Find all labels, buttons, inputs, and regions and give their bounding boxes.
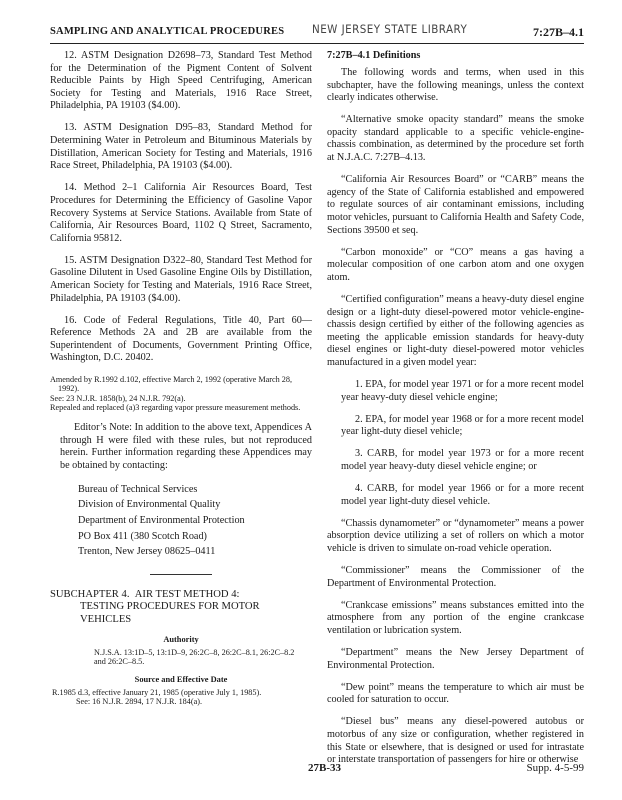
definition: “Carbon monoxide” or “CO” means a gas having a molecular composition of one carbon atom and one oxygen atom. xyxy=(327,246,584,283)
reference-item-16: 16. Code of Federal Regulations, Title 40, Part 60—Reference Methods 2A and 2B are available from the Superintendent of Documents, Government Printing Office, Washington, D.C. 20402. xyxy=(50,314,312,364)
right-column xyxy=(327,50,584,776)
editors-note: Editor’s Note: In addition to the above text, Appendices A through H were filed with these rules, but not reproduced herein. Further information regarding these Appendices may be obtained by contacting: xyxy=(60,421,312,471)
contact-address xyxy=(78,482,312,560)
address-line: Division of Environmental Quality xyxy=(78,499,221,511)
list-item: 1. EPA, for model year 1971 or for a more recent model year heavy-duty diesel vehicle engine; xyxy=(341,378,584,403)
library-stamp: NEW JERSEY STATE LIBRARY xyxy=(312,22,468,36)
definition: “Diesel bus” means any diesel-powered autobus or motorbus of any size or configuration, whether registered in this State or elsewhere, that is designed or used for intrastate or interstate transportation of passengers for hire or otherwise xyxy=(327,716,584,766)
amendment-line: Amended by R.1992 d.102, effective March 2, 1992 (operative March 28, 1992). xyxy=(50,374,292,394)
left-column xyxy=(50,50,312,707)
definition: “Commissioner” means the Commissioner of the Department of Environmental Protection. xyxy=(327,565,584,589)
amendment-history xyxy=(50,375,312,413)
authority-heading: Authority xyxy=(163,634,199,644)
definition: “Certified configuration” means a heavy-duty diesel engine design or a light-duty diesel-powered motor vehicle-engine-chassis design certified by either of the following agencies as meeting the applicable emission standards for heavy-duty diesel engines or light-duty diesel-powered motor vehicles manufactured in a given model year: xyxy=(327,293,584,368)
section-divider xyxy=(150,574,212,575)
definition: “Department” means the New Jersey Department of Environmental Protection. xyxy=(327,646,584,671)
subchapter-heading xyxy=(50,589,312,627)
source-text: R.1985 d.3, effective January 21, 1985 (operative July 1, 1985). xyxy=(52,687,262,697)
definition: “California Air Resources Board” or “CARB” means the agency of the State of California established and empowered to regulate sources of air contaminant emissions, including motor vehicles, pursuant to California Health and Safety Code, Sections 39500 et seq. xyxy=(327,174,584,236)
list-item: 4. CARB, for model year 1966 or for a more recent model year light-duty diesel vehicle. xyxy=(341,483,584,507)
header-chapter-title: SAMPLING AND ANALYTICAL PROCEDURES xyxy=(50,26,285,37)
address-line: Trenton, New Jersey 08625–0411 xyxy=(78,546,216,558)
header-rule xyxy=(50,43,584,44)
reference-item-15: 15. ASTM Designation D322–80, Standard Test Method for Gasoline Dilutent in Used Gasoline Engine Oils by Distillation, American Society for Testing and Materials, 1916 Race Street, Philadelphia, PA 19103 ($4.00). xyxy=(50,254,312,304)
list-item: 3. CARB, for model year 1973 or for a more recent model year heavy-duty diesel vehicle engine; or xyxy=(341,448,584,472)
subchapter-title-line: AIR TEST METHOD 4: xyxy=(134,588,240,600)
reference-item-14: 14. Method 2–1 California Air Resources Board, Test Procedures for Determining the Efficiency of Gasoline Vapor Recovery Systems at Service Stations. Available from State of California, Air Resources Board, 1102 Q Street, Sacramento, California 95812. xyxy=(50,182,312,244)
subchapter-title-line: VEHICLES xyxy=(80,613,132,625)
definitions-intro: The following words and terms, when used in this subchapter, have the following meanings, unless the context clearly indicates otherwise. xyxy=(327,67,584,104)
supplement-date: Supp. 4-5-99 xyxy=(526,762,584,774)
source-heading: Source and Effective Date xyxy=(134,674,228,684)
amendment-line: Repealed and replaced (a)3 regarding vapor pressure measurement methods. xyxy=(50,403,301,413)
address-line: Department of Environmental Protection xyxy=(78,515,245,526)
reference-item-12: 12. ASTM Designation D2698–73, Standard Test Method for the Determination of the Pigment Content of Solvent Reducible Paints by High Speed Centrifuging, American Society for Testing and Materials, 1916 Race Street, Philadelphia, PA 19103 ($4.00). xyxy=(50,50,312,112)
page-number: 27B-33 xyxy=(308,762,341,774)
definition: “Crankcase emissions” means substances emitted into the atmosphere from any portion of the engine crankcase ventilation or lubrication system. xyxy=(327,599,584,636)
amendment-line: See: 23 N.J.R. 1858(b), 24 N.J.R. 792(a). xyxy=(50,393,186,403)
section-heading: 7:27B–4.1 Definitions xyxy=(327,50,421,61)
authority-text: N.J.S.A. 13:1D–5, 13:1D–9, 26:2C–8, 26:2C–8.1, 26:2C–8.2 and 26:2C–8.5. xyxy=(94,647,295,667)
definition: “Chassis dynamometer” or “dynamometer” means a power absorption device utilizing a set of rollers on which a motor vehicle is driven to simulate on-road vehicle operation. xyxy=(327,517,584,554)
definition: “Dew point” means the temperature to which air must be cooled for saturation to occur. xyxy=(327,681,584,706)
address-line: PO Box 411 (380 Scotch Road) xyxy=(78,530,207,542)
definition: “Alternative smoke opacity standard” means the smoke opacity standard applicable to a specific vehicle-engine-chassis combination, as determined by the procedure set forth at N.J.A.C. 7:27B–4.13. xyxy=(327,114,584,164)
header-section-number: 7:27B–4.1 xyxy=(533,25,584,39)
address-line: Bureau of Technical Services xyxy=(78,483,198,495)
reference-item-13: 13. ASTM Designation D95–83, Standard Method for Determining Water in Petroleum and Bituminous Materials by Distillation, American Society for Testing and Materials, 1916 Race Street, Philadelphia, PA 19103 ($4.00). xyxy=(50,122,312,172)
source-text: See: 16 N.J.R. 2894, 17 N.J.R. 184(a). xyxy=(76,697,202,707)
subchapter-label: SUBCHAPTER 4. xyxy=(50,588,130,600)
subchapter-title-line: TESTING PROCEDURES FOR MOTOR xyxy=(80,601,260,613)
list-item: 2. EPA, for model year 1968 or for a more recent model year light-duty diesel vehicle; xyxy=(341,413,584,438)
configuration-list xyxy=(341,379,584,508)
running-header xyxy=(50,22,584,42)
